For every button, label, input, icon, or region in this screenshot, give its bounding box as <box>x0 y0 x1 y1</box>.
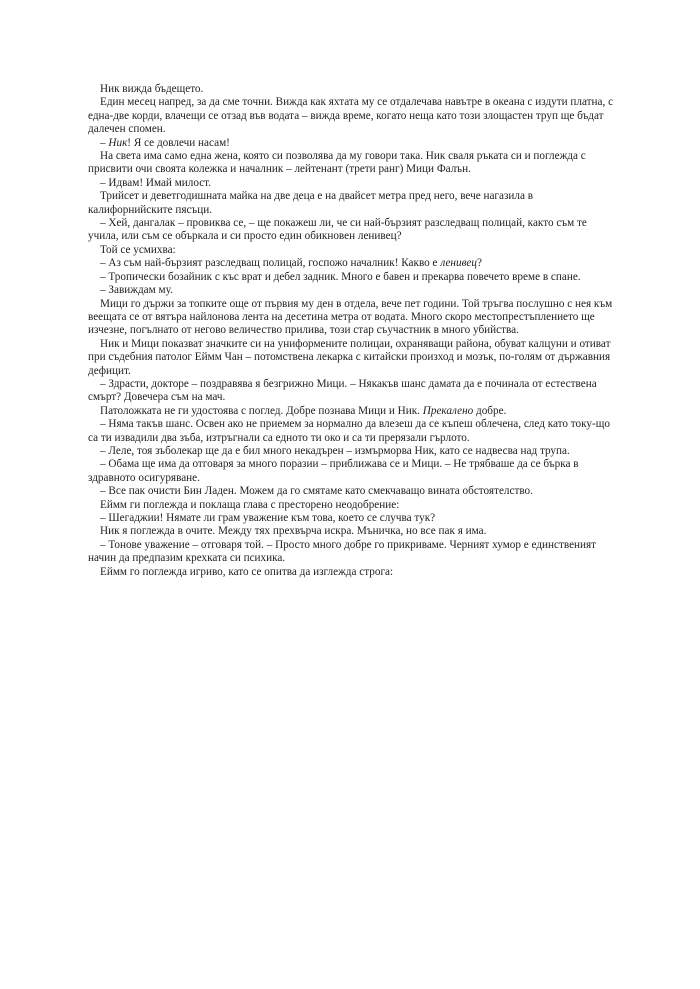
italic-text: Ник <box>108 136 128 149</box>
text-run: – Леле, тоя зъболекар ще да е бил много некадърен – измърморва Ник, като се надвесва над трупа. <box>100 444 570 457</box>
text-run: Ник я поглежда в очите. Между тях прехвърча искра. Мъничка, но все пак я има. <box>100 525 487 538</box>
text-run: На света има само една жена, която си позволява да му говори така. Ник сваля ръката си и поглежда с присвити очи своята колежка и началник – лейтенант (трети ранг) Мици Фалън. <box>88 150 586 176</box>
text-run: – Здрасти, докторе – поздравява я безгрижно Мици. – Някакъв шанс дамата да е починала от естествена смърт? Довечера съм на мач. <box>88 377 597 404</box>
paragraph <box>88 418 618 445</box>
text-run: добре. <box>473 404 507 417</box>
paragraph <box>88 405 618 418</box>
text-run: – Няма такъв шанс. Освен ако не приемем за нормално да влезеш да се къпеш облечена, след като току-що са ти извадили два зъба, изтръгнали са едното ти око и са ти прерязали гърлото. <box>88 418 610 444</box>
text-run: – Обама ще има да отговаря за много поразии – приближава се и Мици. – Не трябваше да се бърка в здравното осигуряване. <box>88 458 579 484</box>
paragraph <box>88 566 618 579</box>
paragraph <box>88 445 618 458</box>
paragraph <box>88 244 618 257</box>
paragraph <box>88 298 618 338</box>
paragraph <box>88 96 618 136</box>
paragraph <box>88 271 618 284</box>
paragraph <box>88 499 618 512</box>
document-body-text <box>88 83 618 579</box>
text-run: ? <box>477 257 482 270</box>
paragraph <box>88 137 618 150</box>
italic-text: ленивец <box>440 257 477 270</box>
text-run: – Хей, дангалак – провиква се, – ще покажеш ли, че си най-бързият разследващ полицай, както съм те учила, или съм се объркала и си просто един обикновен ленивец? <box>88 217 587 243</box>
paragraph <box>88 539 618 566</box>
text-run: – Шегаджии! Нямате ли грам уважение към това, което се случва тук? <box>100 512 436 524</box>
text-run: – Завиждам му. <box>100 284 173 297</box>
text-run: Един месец напред, за да сме точни. Вижда как яхтата му се отдалечава навътре в океана с издути платна, с една-две корди, влачещи се отзад във водата – вижда време, когато неща като този злощастен труп ще бъдат далечен спомен. <box>88 96 614 136</box>
paragraph <box>88 217 618 244</box>
paragraph <box>88 284 618 297</box>
text-run: Трийсет и деветгодишната майка на две деца е на двайсет метра пред него, вече нагазила в калифорнийските пясъци. <box>88 190 534 216</box>
paragraph <box>88 485 618 498</box>
paragraph <box>88 338 618 378</box>
text-run: ! Я се довлечи насам! <box>127 136 230 149</box>
paragraph <box>88 190 618 217</box>
paragraph <box>88 257 618 270</box>
paragraph <box>88 177 618 190</box>
paragraph <box>88 150 618 177</box>
text-run: – Все пак очисти Бин Ладен. Можем да го смятаме като смекчаващо вината обстоятелство. <box>100 485 533 498</box>
text-run: – <box>100 136 109 149</box>
text-run: Ник и Мици показват значките си на униформените полицаи, охраняващи района, обуват калцуни и отиват при съдебния патолог Еймм Чан – потомствена лекарка с китайски произход и мозък, по-голям от държавния дефицит. <box>88 337 611 377</box>
text-run: Той се усмихва: <box>100 243 176 256</box>
paragraph <box>88 512 618 525</box>
text-run: – Аз съм най-бързият разследващ полицай, госпожо началник! Какво е <box>100 257 441 270</box>
text-run: – Тропически бозайник с къс врат и дебел задник. Много е бавен и прекарва повечето време в спане. <box>100 270 581 283</box>
text-run: – Тонове уважение – отговаря той. – Просто много добре го прикриваме. Черният хумор е единственият начин да предпазим крехката си психика. <box>88 538 597 565</box>
paragraph <box>88 458 618 485</box>
paragraph <box>88 525 618 538</box>
text-run: Еймм го поглежда игриво, като се опитва да изглежда строга: <box>100 565 394 578</box>
text-run: Патоложката не ги удостоява с поглед. Добре познава Мици и Ник. <box>100 404 423 417</box>
italic-text: Прекалено <box>422 404 474 417</box>
paragraph <box>88 83 618 96</box>
text-run: Мици го държи за топките още от първия му ден в отдела, вече пет години. Той тръгва послушно с нея към веещата се от вятъра найлонова лента на десетина метра от водата. Много скоро местопрестъплението ще изчезне, погълнато от негово величество прилива, този стар съучастник в много убийства. <box>88 297 613 337</box>
text-run: Ник вижда бъдещето. <box>100 83 204 95</box>
text-run: – Идвам! Имай милост. <box>100 176 212 189</box>
paragraph <box>88 378 618 405</box>
text-run: Еймм ги поглежда и поклаща глава с престорено неодобрение: <box>100 498 400 511</box>
